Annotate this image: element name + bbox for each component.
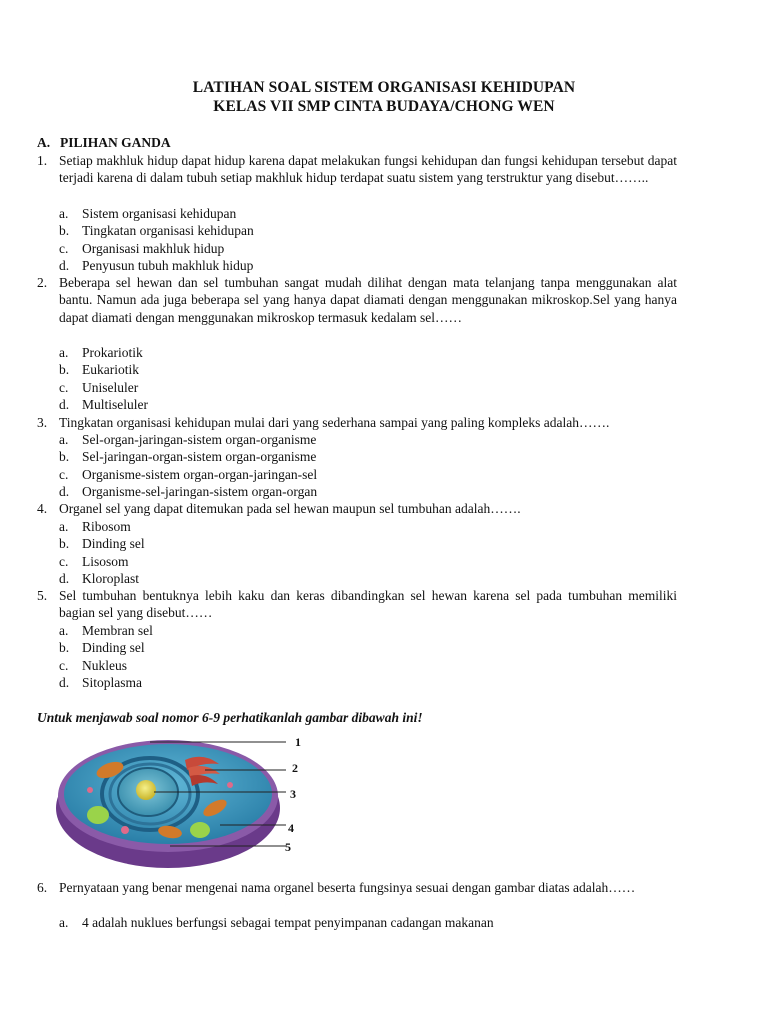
option-letter: c.: [59, 380, 69, 395]
question-text: Organel sel yang dapat ditemukan pada sel hewan maupun sel tumbuhan adalah…….: [59, 501, 521, 516]
question-text: Pernyataan yang benar mengenai nama organel beserta fungsinya sesuai dengan gambar diatas adalah……: [59, 880, 636, 895]
option-letter: b.: [59, 223, 70, 238]
option-letter: c.: [59, 241, 69, 256]
question-number: 2.: [37, 275, 48, 290]
question-5: [37, 587, 677, 622]
question-text: Setiap makhluk hidup dapat hidup karena dapat melakukan fungsi kehidupan dan fungsi kehidupan tersebut dapat terjadi karena di dalam tubuh setiap makhluk hidup terdapat suatu sistem yang terstruktur yang disebut……..: [59, 153, 677, 186]
option-letter: c.: [59, 554, 69, 569]
figure-label-3: 3: [290, 787, 296, 801]
option-letter: a.: [59, 432, 69, 447]
question-number: 5.: [37, 588, 48, 603]
option-5b[interactable]: [59, 639, 145, 656]
option-letter: d.: [59, 258, 70, 273]
option-text: Eukariotik: [82, 362, 139, 377]
option-4c[interactable]: [59, 553, 129, 570]
option-5c[interactable]: [59, 657, 127, 674]
option-text: Kloroplast: [82, 571, 139, 586]
option-text: Sistem organisasi kehidupan: [82, 206, 237, 221]
question-2: [37, 274, 677, 326]
question-number: 4.: [37, 501, 48, 516]
option-letter: a.: [59, 623, 69, 638]
option-letter: b.: [59, 536, 70, 551]
option-5a[interactable]: [59, 622, 153, 639]
option-letter: d.: [59, 571, 70, 586]
option-3d[interactable]: [59, 483, 317, 500]
section-heading: [37, 135, 171, 151]
question-text: Sel tumbuhan bentuknya lebih kaku dan keras dibandingkan sel hewan karena sel pada tumbuhan memiliki bagian sel yang disebut……: [59, 588, 677, 621]
option-letter: b.: [59, 362, 70, 377]
option-letter: d.: [59, 397, 70, 412]
option-text: Sitoplasma: [82, 675, 142, 690]
option-letter: a.: [59, 915, 69, 930]
figure-label-2: 2: [292, 761, 298, 775]
option-text: Organisme-sel-jaringan-sistem organ-organ: [82, 484, 318, 499]
option-text: Dinding sel: [82, 536, 145, 551]
option-text: Nukleus: [82, 658, 127, 673]
option-text: Lisosom: [82, 554, 129, 569]
worksheet-subtitle: KELAS VII SMP CINTA BUDAYA/CHONG WEN: [213, 98, 555, 115]
option-text: Uniseluler: [82, 380, 139, 395]
option-text: Penyusun tubuh makhluk hidup: [82, 258, 254, 273]
option-1c[interactable]: [59, 240, 224, 257]
option-text: Membran sel: [82, 623, 153, 638]
section-letter: A.: [37, 135, 51, 150]
figure-instruction: Untuk menjawab soal nomor 6-9 perhatikanlah gambar dibawah ini!: [37, 710, 423, 725]
question-6: [37, 879, 677, 896]
option-text: Ribosom: [82, 519, 131, 534]
option-1d[interactable]: [59, 257, 253, 274]
option-2d[interactable]: [59, 396, 148, 413]
option-2a[interactable]: [59, 344, 143, 361]
option-letter: a.: [59, 519, 69, 534]
option-text: Organisme-sistem organ-organ-jaringan-sel: [82, 467, 318, 482]
option-letter: c.: [59, 658, 69, 673]
section-title: PILIHAN GANDA: [60, 135, 171, 150]
question-number: 6.: [37, 880, 48, 895]
option-letter: d.: [59, 675, 70, 690]
option-2c[interactable]: [59, 379, 138, 396]
figure-label-5: 5: [285, 840, 291, 854]
option-text: Prokariotik: [82, 345, 143, 360]
option-4b[interactable]: [59, 535, 145, 552]
option-letter: b.: [59, 640, 70, 655]
option-text: Sel-jaringan-organ-sistem organ-organisme: [82, 449, 317, 464]
question-text: Tingkatan organisasi kehidupan mulai dari yang sederhana sampai yang paling kompleks adalah…….: [59, 415, 610, 430]
option-4a[interactable]: [59, 518, 131, 535]
option-2b[interactable]: [59, 361, 139, 378]
option-3a[interactable]: [59, 431, 316, 448]
option-text: Sel-organ-jaringan-sistem organ-organisme: [82, 432, 317, 447]
option-4d[interactable]: [59, 570, 139, 587]
option-text: Tingkatan organisasi kehidupan: [82, 223, 254, 238]
option-letter: a.: [59, 206, 69, 221]
option-letter: b.: [59, 449, 70, 464]
figure-label-1: 1: [295, 735, 301, 749]
option-text: Organisasi makhluk hidup: [82, 241, 225, 256]
option-5d[interactable]: [59, 674, 142, 691]
question-1: [37, 152, 677, 187]
worksheet-title: LATIHAN SOAL SISTEM ORGANISASI KEHIDUPAN: [192, 79, 576, 96]
option-text: 4 adalah nuklues berfungsi sebagai tempat penyimpanan cadangan makanan: [82, 915, 494, 930]
option-text: Dinding sel: [82, 640, 145, 655]
question-3: [37, 414, 677, 431]
question-number: 1.: [37, 153, 48, 168]
figure-label-4: 4: [288, 821, 294, 835]
option-3b[interactable]: [59, 448, 316, 465]
question-4: [37, 500, 677, 517]
option-letter: c.: [59, 467, 69, 482]
option-6a[interactable]: [59, 914, 494, 931]
animal-cell-figure: [50, 730, 320, 870]
option-1a[interactable]: [59, 205, 236, 222]
question-text: Beberapa sel hewan dan sel tumbuhan sangat mudah dilihat dengan mata telanjang tanpa menggunakan alat bantu. Namun ada juga beberapa sel yang hanya dapat diamati dengan menggunakan mikroskop.Sel yang hanya dapat diamati dengan menggunakan mikroskop termasuk kedalam sel……: [59, 275, 677, 325]
option-letter: a.: [59, 345, 69, 360]
option-3c[interactable]: [59, 466, 317, 483]
question-number: 3.: [37, 415, 48, 430]
option-text: Multiseluler: [82, 397, 148, 412]
option-1b[interactable]: [59, 222, 254, 239]
option-letter: d.: [59, 484, 70, 499]
